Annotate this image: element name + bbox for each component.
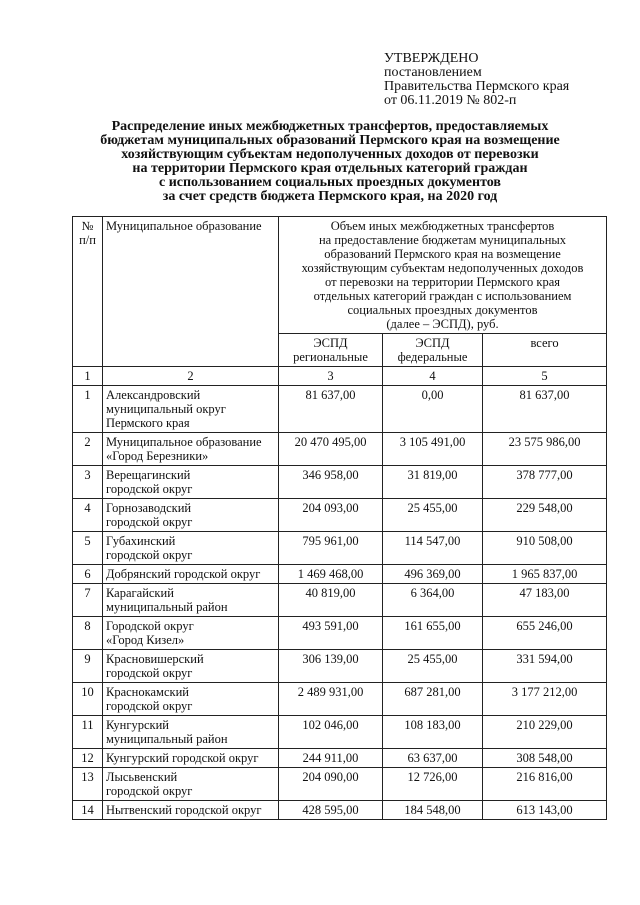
row-regional: 244 911,00 xyxy=(279,749,383,768)
row-federal: 114 547,00 xyxy=(383,532,483,565)
col-number: 3 xyxy=(279,367,383,386)
row-federal: 496 369,00 xyxy=(383,565,483,584)
row-federal: 6 364,00 xyxy=(383,584,483,617)
row-federal: 3 105 491,00 xyxy=(383,433,483,466)
row-federal: 25 455,00 xyxy=(383,650,483,683)
table-row xyxy=(73,499,607,532)
row-municipality: Краснокамский городской округ xyxy=(103,683,279,716)
table-row xyxy=(73,683,607,716)
row-municipality: Красновишерский городской округ xyxy=(103,650,279,683)
table-row xyxy=(73,466,607,499)
row-total: 308 548,00 xyxy=(483,749,607,768)
header-regional: ЭСПД региональные xyxy=(279,334,383,367)
title-line: за счет средств бюджета Пермского края, на 2020 год xyxy=(162,189,498,204)
row-total: 378 777,00 xyxy=(483,466,607,499)
table-row xyxy=(73,749,607,768)
row-total: 613 143,00 xyxy=(483,801,607,820)
row-number: 14 xyxy=(73,801,103,820)
distribution-table xyxy=(72,216,607,820)
row-federal: 184 548,00 xyxy=(383,801,483,820)
row-municipality: Добрянский городской округ xyxy=(103,565,279,584)
table-row xyxy=(73,386,607,433)
row-total: 47 183,00 xyxy=(483,584,607,617)
row-federal: 63 637,00 xyxy=(383,749,483,768)
row-total: 1 965 837,00 xyxy=(483,565,607,584)
document-title xyxy=(60,120,600,204)
row-regional: 1 469 468,00 xyxy=(279,565,383,584)
row-municipality: Губахинский городской округ xyxy=(103,532,279,565)
row-municipality: Кунгурский городской округ xyxy=(103,749,279,768)
row-regional: 204 093,00 xyxy=(279,499,383,532)
row-federal: 108 183,00 xyxy=(383,716,483,749)
col-number: 4 xyxy=(383,367,483,386)
row-total: 229 548,00 xyxy=(483,499,607,532)
row-number: 3 xyxy=(73,466,103,499)
header-volume-line: на предоставление бюджетам муниципальных xyxy=(318,233,567,247)
row-federal: 0,00 xyxy=(383,386,483,433)
row-total: 331 594,00 xyxy=(483,650,607,683)
row-municipality: Нытвенский городской округ xyxy=(103,801,279,820)
table-row xyxy=(73,565,607,584)
row-regional: 40 819,00 xyxy=(279,584,383,617)
row-regional: 102 046,00 xyxy=(279,716,383,749)
table-row xyxy=(73,433,607,466)
row-total: 210 229,00 xyxy=(483,716,607,749)
row-number: 5 xyxy=(73,532,103,565)
row-regional: 20 470 495,00 xyxy=(279,433,383,466)
row-federal: 25 455,00 xyxy=(383,499,483,532)
table-row xyxy=(73,650,607,683)
row-municipality: Лысьвенский городской округ xyxy=(103,768,279,801)
header-volume-line: от перевозки на территории Пермского края xyxy=(324,275,561,289)
row-number: 8 xyxy=(73,617,103,650)
row-number: 13 xyxy=(73,768,103,801)
title-line: бюджетам муниципальных образований Пермского края на возмещение xyxy=(100,133,560,148)
approval-block xyxy=(384,52,569,108)
table-row xyxy=(73,532,607,565)
row-number: 10 xyxy=(73,683,103,716)
header-municipality: Муниципальное образование xyxy=(103,217,279,367)
table-row xyxy=(73,716,607,749)
row-regional: 81 637,00 xyxy=(279,386,383,433)
row-municipality: Кунгурский муниципальный район xyxy=(103,716,279,749)
row-total: 910 508,00 xyxy=(483,532,607,565)
header-volume-line: Объем иных межбюджетных трансфертов xyxy=(330,219,555,233)
table-body xyxy=(73,217,607,820)
row-number: 6 xyxy=(73,565,103,584)
title-line: на территории Пермского края отдельных категорий граждан xyxy=(132,161,528,176)
row-municipality: Александровский муниципальный округ Пермского края xyxy=(103,386,279,433)
title-line: Распределение иных межбюджетных трансфертов, предоставляемых xyxy=(111,119,549,134)
row-number: 12 xyxy=(73,749,103,768)
approval-line: Правительства Пермского края xyxy=(384,79,570,94)
header-row xyxy=(73,217,607,334)
row-municipality: Городской округ «Город Кизел» xyxy=(103,617,279,650)
title-line: с использованием социальных проездных документов xyxy=(158,175,501,190)
header-volume-line: хозяйствующим субъектам недополученных доходов xyxy=(301,261,584,275)
row-regional: 2 489 931,00 xyxy=(279,683,383,716)
row-regional: 204 090,00 xyxy=(279,768,383,801)
table-row xyxy=(73,584,607,617)
table-row xyxy=(73,768,607,801)
approval-line: постановлением xyxy=(384,65,482,80)
row-number: 11 xyxy=(73,716,103,749)
row-federal: 12 726,00 xyxy=(383,768,483,801)
row-municipality: Муниципальное образование «Город Березники» xyxy=(103,433,279,466)
row-total: 81 637,00 xyxy=(483,386,607,433)
row-number: 7 xyxy=(73,584,103,617)
header-volume-line: социальных проездных документов xyxy=(347,303,538,317)
header-volume xyxy=(279,217,607,334)
row-total: 23 575 986,00 xyxy=(483,433,607,466)
approval-line: УТВЕРЖДЕНО xyxy=(384,51,479,66)
header-volume-line: отдельных категорий граждан с использованием xyxy=(313,289,572,303)
col-number: 5 xyxy=(483,367,607,386)
title-line: хозяйствующим субъектам недополученных доходов от перевозки xyxy=(121,147,539,162)
row-federal: 161 655,00 xyxy=(383,617,483,650)
header-federal: ЭСПД федеральные xyxy=(383,334,483,367)
row-regional: 306 139,00 xyxy=(279,650,383,683)
row-regional: 346 958,00 xyxy=(279,466,383,499)
row-total: 3 177 212,00 xyxy=(483,683,607,716)
row-regional: 428 595,00 xyxy=(279,801,383,820)
table-row xyxy=(73,617,607,650)
row-regional: 493 591,00 xyxy=(279,617,383,650)
header-num: № п/п xyxy=(73,217,103,367)
row-total: 655 246,00 xyxy=(483,617,607,650)
header-total: всего xyxy=(483,334,607,367)
row-number: 4 xyxy=(73,499,103,532)
row-federal: 31 819,00 xyxy=(383,466,483,499)
row-municipality: Верещагинский городской округ xyxy=(103,466,279,499)
header-volume-line: (далее – ЭСПД), руб. xyxy=(386,317,499,331)
row-regional: 795 961,00 xyxy=(279,532,383,565)
row-number: 1 xyxy=(73,386,103,433)
row-federal: 687 281,00 xyxy=(383,683,483,716)
row-municipality: Горнозаводский городской округ xyxy=(103,499,279,532)
column-number-row xyxy=(73,367,607,386)
col-number: 2 xyxy=(103,367,279,386)
col-number: 1 xyxy=(73,367,103,386)
row-number: 2 xyxy=(73,433,103,466)
row-municipality: Карагайский муниципальный район xyxy=(103,584,279,617)
table-row xyxy=(73,801,607,820)
row-number: 9 xyxy=(73,650,103,683)
header-volume-line: образований Пермского края на возмещение xyxy=(324,247,561,261)
row-total: 216 816,00 xyxy=(483,768,607,801)
approval-line: от 06.11.2019 № 802-п xyxy=(384,93,517,108)
